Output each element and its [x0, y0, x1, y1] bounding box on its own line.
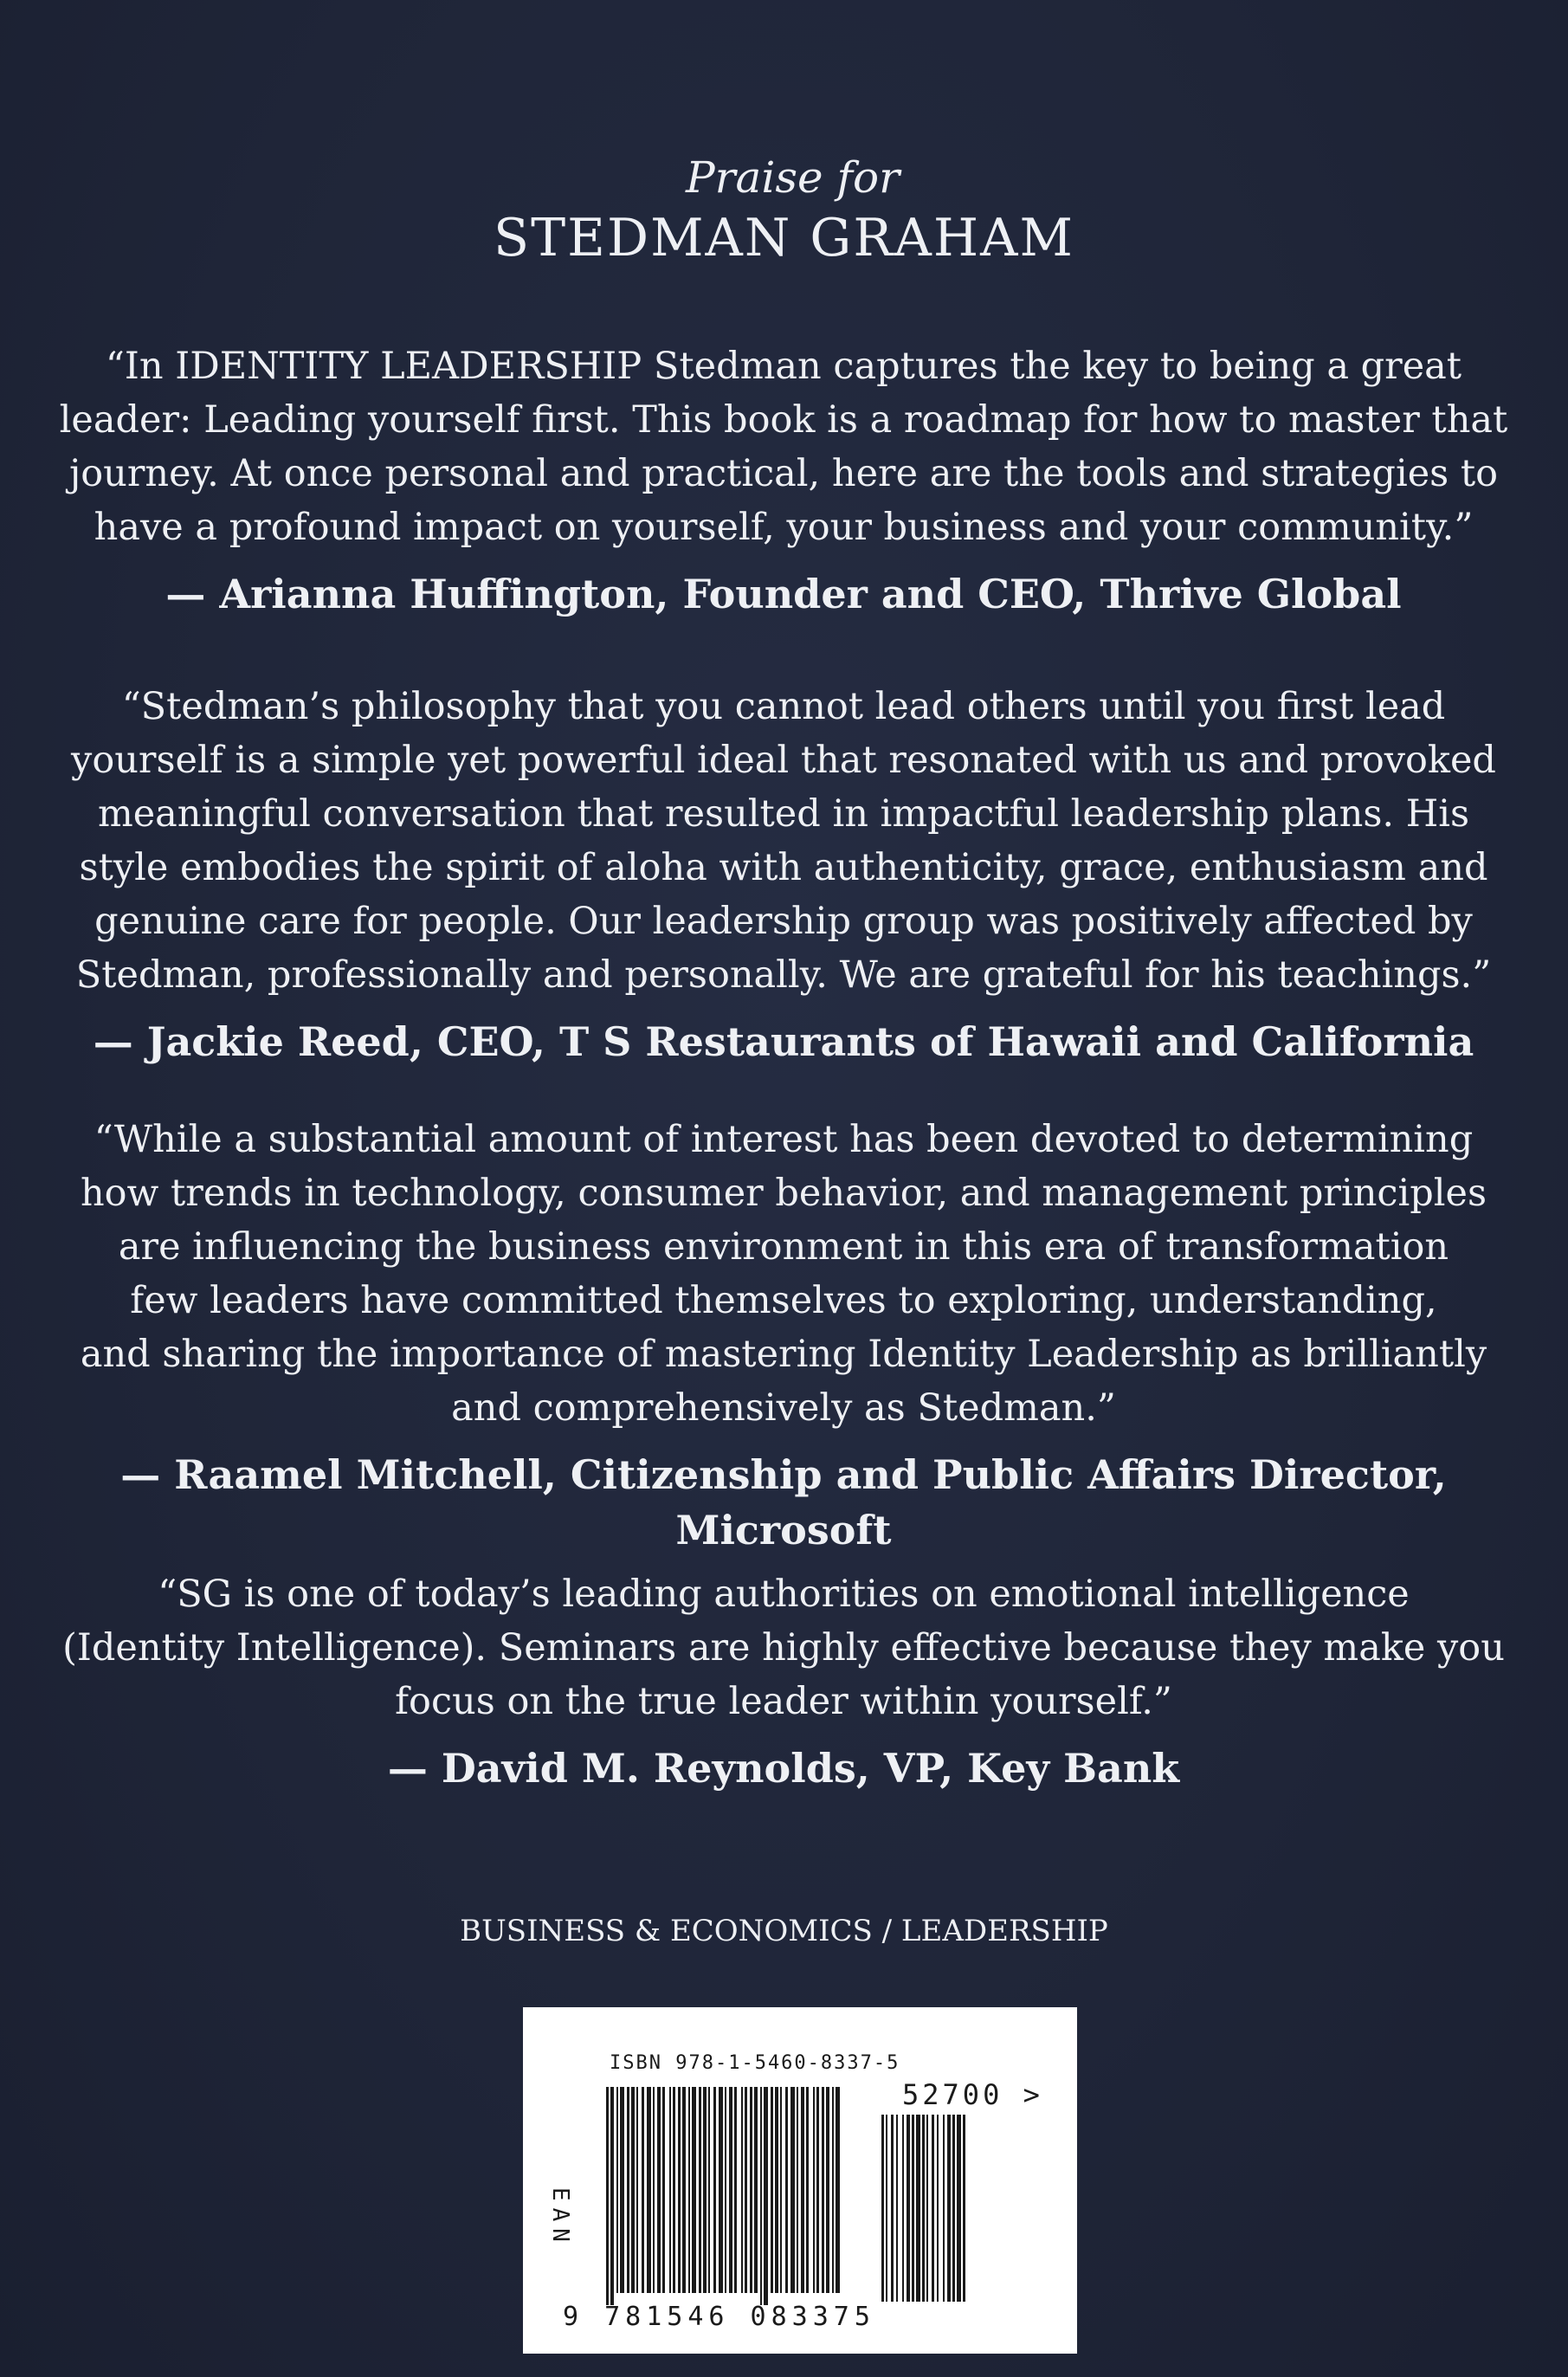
- testimonial-text: “In IDENTITY LEADERSHIP Stedman captures the key to being a great leader: Leading yourself first. This book is a roadmap for how to master that journey. At once personal and practical, here are the tools and strategies to have a profound impact on yourself, your business and your community.”: [59, 345, 1508, 549]
- barcode-bar: [620, 2087, 624, 2293]
- barcode-bar: [754, 2087, 758, 2293]
- barcode-bar: [662, 2087, 665, 2293]
- barcode-bar: [912, 2115, 914, 2302]
- barcode-bar: [816, 2087, 819, 2293]
- praise-header: [0, 152, 1568, 268]
- barcode-bar: [616, 2087, 618, 2293]
- barcode-bar: [813, 2087, 815, 2293]
- barcode-bar: [703, 2087, 707, 2293]
- testimonial-mitchell: [52, 1113, 1515, 1558]
- barcode-bar: [902, 2115, 904, 2302]
- praise-for-label: Praise for: [686, 152, 900, 203]
- barcode-bar: [741, 2087, 743, 2293]
- testimonial-attribution: — Jackie Reed, CEO, T S Restaurants of Hawaii and California: [93, 1018, 1474, 1065]
- barcode-bar: [631, 2087, 635, 2293]
- barcode-bar: [606, 2087, 609, 2305]
- barcode-bar: [713, 2087, 716, 2293]
- barcode-bar: [688, 2087, 690, 2293]
- testimonial-text: “Stedman’s philosophy that you cannot lead others until you first lead yourself is a simple yet powerful ideal that resonated with us and provoked meaningful conversation that resulted in impactful leadership plans. His style embodies the spirit of aloha with authenticity, grace, enthusiasm and genuine care for people. Our leadership group was positively affected by Stedman, professionally and personally. We are grateful for his teachings.”: [71, 685, 1496, 997]
- author-name: STEDMAN GRAHAM: [494, 208, 1074, 268]
- testimonial-text: “While a substantial amount of interest has been devoted to determining how trends in technology, consumer behavior, and management principles are influencing the business environment in this era of transformation few leaders have committed themselves to exploring, understanding, and sharing the importance of mastering Identity Leadership as brilliantly and comprehensively as Stedman.”: [80, 1118, 1487, 1430]
- barcode-bar: [669, 2087, 671, 2293]
- barcode-bar: [729, 2087, 732, 2293]
- barcode-bar: [907, 2115, 910, 2302]
- barcode-bar: [657, 2087, 661, 2293]
- barcode-bar: [790, 2087, 795, 2293]
- barcode-bar: [678, 2087, 681, 2293]
- ean-digits: 9 781546 083375: [563, 2302, 875, 2332]
- barcode-bar: [653, 2087, 655, 2293]
- barcode-bar: [797, 2087, 798, 2293]
- barcode-bar: [932, 2115, 934, 2302]
- barcode-bar: [642, 2087, 644, 2293]
- barcode-bar: [896, 2115, 898, 2302]
- barcode-bar: [682, 2087, 686, 2293]
- barcode-bar: [719, 2087, 723, 2293]
- barcode-bar: [922, 2115, 925, 2302]
- barcode-bar: [832, 2087, 834, 2293]
- barcode-bar: [806, 2087, 809, 2293]
- barcode-bar: [636, 2087, 638, 2293]
- barcode-bar: [780, 2087, 782, 2293]
- barcode-panel: [523, 2007, 1077, 2354]
- testimonial-attribution: — Raamel Mitchell, Citizenship and Public Affairs Director, Microsoft: [120, 1451, 1447, 1553]
- barcode-bar: [775, 2087, 778, 2293]
- barcode-bar: [725, 2087, 726, 2293]
- testimonial-reynolds: [52, 1567, 1515, 1796]
- barcode-bar: [886, 2115, 887, 2302]
- barcode-bar: [627, 2087, 629, 2293]
- barcode-bar: [750, 2087, 752, 2293]
- barcode-bar: [822, 2087, 824, 2293]
- barcode-bar: [699, 2087, 701, 2293]
- barcode-bar: [916, 2115, 920, 2302]
- ean-label: EAN: [547, 2187, 573, 2249]
- barcode-bar: [647, 2087, 651, 2293]
- barcode-bar: [610, 2087, 614, 2305]
- barcode-bar: [836, 2087, 840, 2293]
- barcode-bar: [785, 2087, 788, 2293]
- barcode-bar: [771, 2087, 773, 2293]
- barcode-bar: [826, 2087, 829, 2293]
- barcode-bar: [764, 2087, 768, 2305]
- testimonial-text: “SG is one of today’s leading authorities on emotional intelligence (Identity Intelligence). Seminars are highly effective because they make you focus on the true leader within yourself.”: [62, 1573, 1505, 1723]
- testimonial-attribution: — Arianna Huffington, Founder and CEO, Thrive Global: [165, 571, 1402, 617]
- testimonial-reed: [52, 680, 1515, 1069]
- barcode-bar: [734, 2087, 737, 2293]
- barcode-bar: [926, 2115, 928, 2302]
- barcode-bar: [891, 2115, 894, 2302]
- isbn-number: ISBN 978-1-5460-8337-5: [610, 2052, 900, 2074]
- barcode-bar: [692, 2087, 696, 2293]
- barcode-bar: [760, 2087, 762, 2305]
- barcode-bar: [947, 2115, 951, 2302]
- barcode-bar: [937, 2115, 939, 2302]
- barcode-bar: [952, 2115, 955, 2302]
- subject-category: BUSINESS & ECONOMICS / LEADERSHIP: [460, 1914, 1108, 1948]
- barcode-bar: [708, 2087, 710, 2293]
- barcode-bar: [801, 2087, 804, 2293]
- barcode-bar: [957, 2115, 961, 2302]
- barcode-bar: [673, 2087, 675, 2293]
- barcode-bar: [943, 2115, 945, 2302]
- price-code: 52700 >: [902, 2078, 1043, 2111]
- testimonial-attribution: — David M. Reynolds, VP, Key Bank: [387, 1745, 1180, 1792]
- barcode-bar: [881, 2115, 884, 2302]
- testimonial-huffington: [52, 339, 1515, 622]
- barcode-bar: [963, 2115, 965, 2302]
- barcode-bar: [745, 2087, 747, 2293]
